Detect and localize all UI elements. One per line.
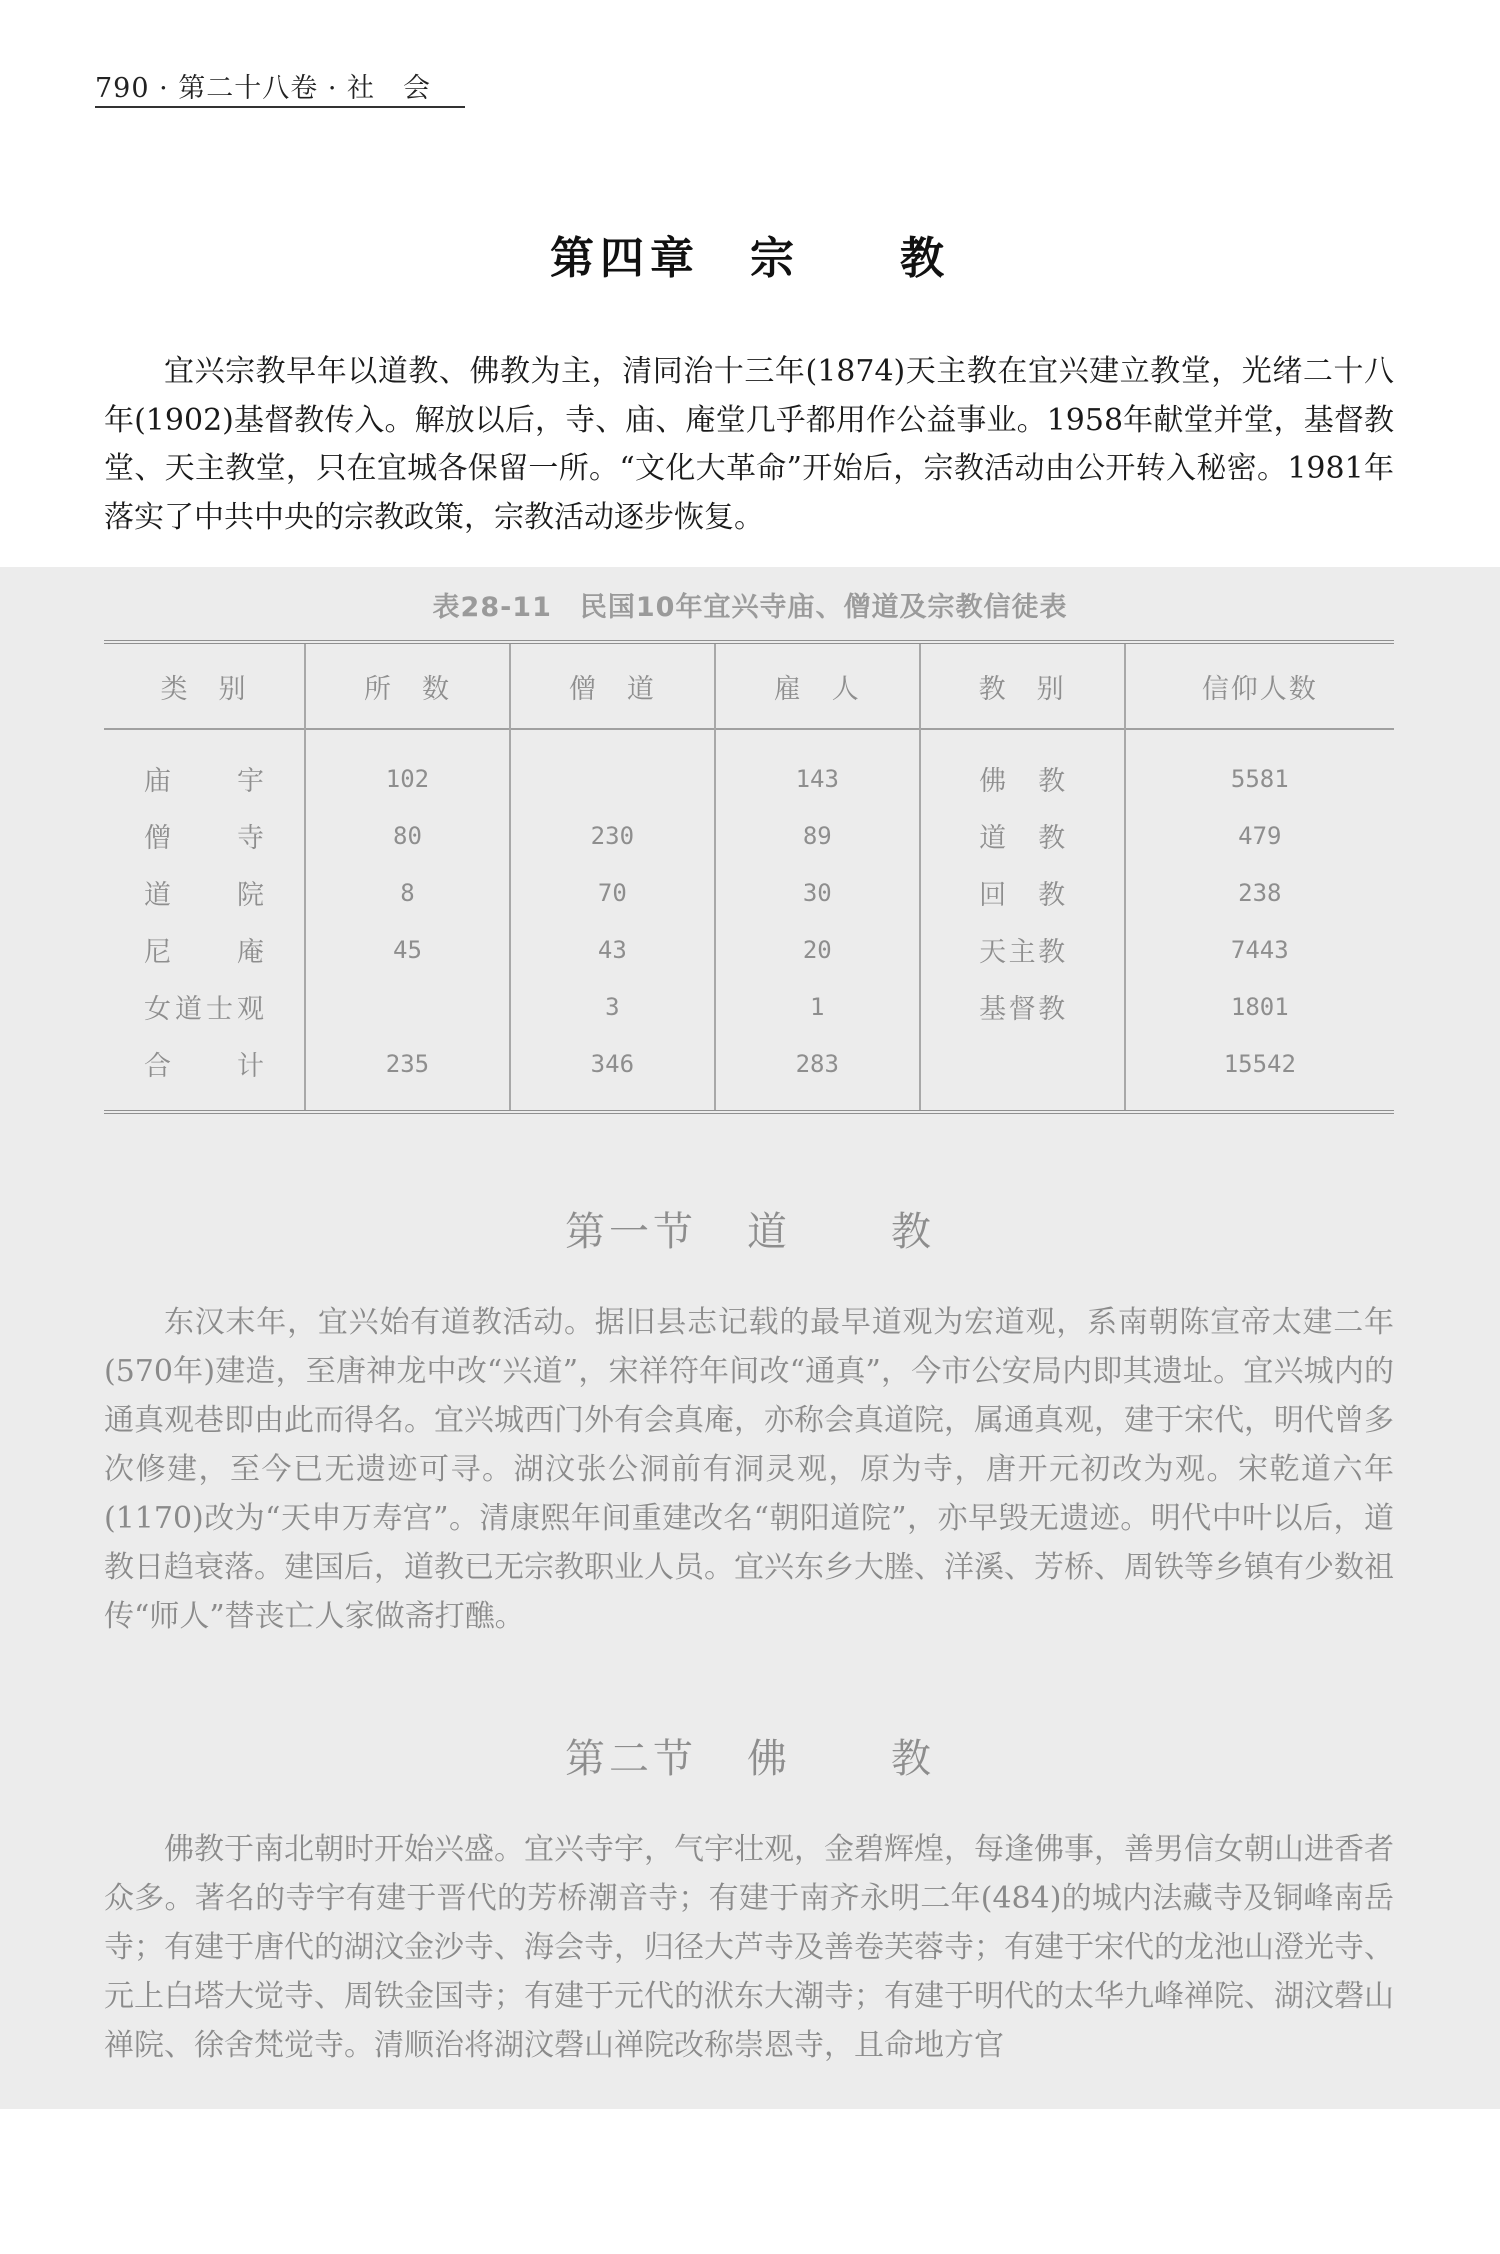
- cell-count: 235: [305, 1035, 510, 1112]
- cell-faith: 天主教: [979, 937, 1066, 968]
- cell-believers: 5581: [1125, 729, 1394, 807]
- running-head: [95, 66, 431, 105]
- cell-hired: 283: [715, 1035, 920, 1112]
- table-row: [104, 921, 1394, 978]
- section-1-number: 第一节: [565, 1209, 697, 1255]
- running-head-text: 790 · 第二十八卷 · 社 会: [95, 73, 432, 104]
- section-2-title-a: 佛: [747, 1736, 791, 1782]
- cell-count: 45: [305, 921, 510, 978]
- table-total-row: [104, 1035, 1394, 1112]
- cell-hired: 89: [715, 807, 920, 864]
- header-clergy: 僧 道: [510, 642, 715, 729]
- religion-statistics-table: [104, 640, 1394, 1114]
- cell-category: 合计: [144, 1051, 264, 1082]
- section-1-title: [0, 1200, 1500, 1257]
- cell-faith: 道教: [979, 823, 1066, 854]
- cell-category: 女道士观: [144, 994, 264, 1025]
- section-2-title-b: 教: [891, 1736, 935, 1782]
- table-row: [104, 864, 1394, 921]
- cell-believers: 1801: [1125, 978, 1394, 1035]
- cell-clergy: 230: [510, 807, 715, 864]
- header-hired: 雇 人: [715, 642, 920, 729]
- cell-believers: 15542: [1125, 1035, 1394, 1112]
- section-2-number: 第二节: [565, 1736, 697, 1782]
- cell-count: 80: [305, 807, 510, 864]
- cell-clergy: 70: [510, 864, 715, 921]
- cell-believers: 238: [1125, 864, 1394, 921]
- table-row: [104, 807, 1394, 864]
- cell-clergy: 43: [510, 921, 715, 978]
- header-count: 所 数: [305, 642, 510, 729]
- cell-category: 僧寺: [144, 823, 264, 854]
- header-category: 类 别: [160, 673, 248, 705]
- section-1-title-b: 教: [891, 1209, 935, 1255]
- header-faith: 教 别: [920, 642, 1125, 729]
- header-believers: 信仰人数: [1125, 642, 1394, 729]
- cell-faith: 佛教: [979, 766, 1066, 797]
- section-2-paragraph: 佛教于南北朝时开始兴盛。宜兴寺宇，气宇壮观，金碧辉煌，每逢佛事，善男信女朝山进香者众多。著名的寺宇有建于晋代的芳桥潮音寺；有建于南齐永明二年(484)的城内法藏寺及铜峰南岳寺；有建于唐代的湖汶金沙寺、海会寺，归径大芦寺及善卷芙蓉寺；有建于宋代的龙池山澄光寺、元上白塔大觉寺、周铁金国寺；有建于元代的洑东大潮寺；有建于明代的太华九峰禅院、湖汶磬山禅院、徐舍梵觉寺。清顺治将湖汶磬山禅院改称崇恩寺，且命地方官: [104, 1832, 1394, 2063]
- cell-category: 庙宇: [144, 766, 264, 797]
- cell-clergy: 3: [510, 978, 715, 1035]
- cell-count: 102: [305, 729, 510, 807]
- table-row: [104, 729, 1394, 807]
- cell-clergy: [510, 729, 715, 807]
- cell-hired: 20: [715, 921, 920, 978]
- cell-faith: 基督教: [979, 994, 1066, 1025]
- cell-hired: 143: [715, 729, 920, 807]
- cell-faith: 回教: [979, 880, 1066, 911]
- cell-category: 尼庵: [144, 937, 264, 968]
- running-head-rule: [95, 106, 465, 108]
- cell-hired: 30: [715, 864, 920, 921]
- table-caption: 表28-11 民国10年宜兴寺庙、僧道及宗教信徒表: [432, 592, 1068, 623]
- cell-count: 8: [305, 864, 510, 921]
- table-row: [104, 978, 1394, 1035]
- cell-hired: 1: [715, 978, 920, 1035]
- intro-paragraph: 宜兴宗教早年以道教、佛教为主，清同治十三年(1874)天主教在宜兴建立教堂，光绪二十八年(1902)基督教传入。解放以后，寺、庙、庵堂几乎都用作公益事业。1958年献堂并堂，基督教堂、天主教堂，只在宜城各保留一所。“文化大革命”开始后，宗教活动由公开转入秘密。1981年落实了中共中央的宗教政策，宗教活动逐步恢复。: [104, 354, 1394, 535]
- table-header-row: [104, 642, 1394, 729]
- section-2-title: [0, 1727, 1500, 1784]
- cell-believers: 479: [1125, 807, 1394, 864]
- chapter-title: 第四章 宗 教: [550, 233, 950, 284]
- section-1-paragraph: 东汉末年，宜兴始有道教活动。据旧县志记载的最早道观为宏道观，系南朝陈宣帝太建二年(570年)建造，至唐神龙中改“兴道”，宋祥符年间改“通真”，今市公安局内即其遗址。宜兴城内的通真观巷即由此而得名。宜兴城西门外有会真庵，亦称会真道院，属通真观，建于宋代，明代曾多次修建，至今已无遗迹可寻。湖汶张公洞前有洞灵观，原为寺，唐开元初改为观。宋乾道六年(1170)改为“天申万寿宫”。清康熙年间重建改名“朝阳道院”，亦早毁无遗迹。明代中叶以后，道教日趋衰落。建国后，道教已无宗教职业人员。宜兴东乡大塍、洋溪、芳桥、周铁等乡镇有少数祖传“师人”替丧亡人家做斋打醮。: [104, 1305, 1394, 1634]
- cell-believers: 7443: [1125, 921, 1394, 978]
- cell-category: 道院: [144, 880, 264, 911]
- cell-count: [305, 978, 510, 1035]
- section-1-title-a: 道: [747, 1209, 791, 1255]
- cell-clergy: 346: [510, 1035, 715, 1112]
